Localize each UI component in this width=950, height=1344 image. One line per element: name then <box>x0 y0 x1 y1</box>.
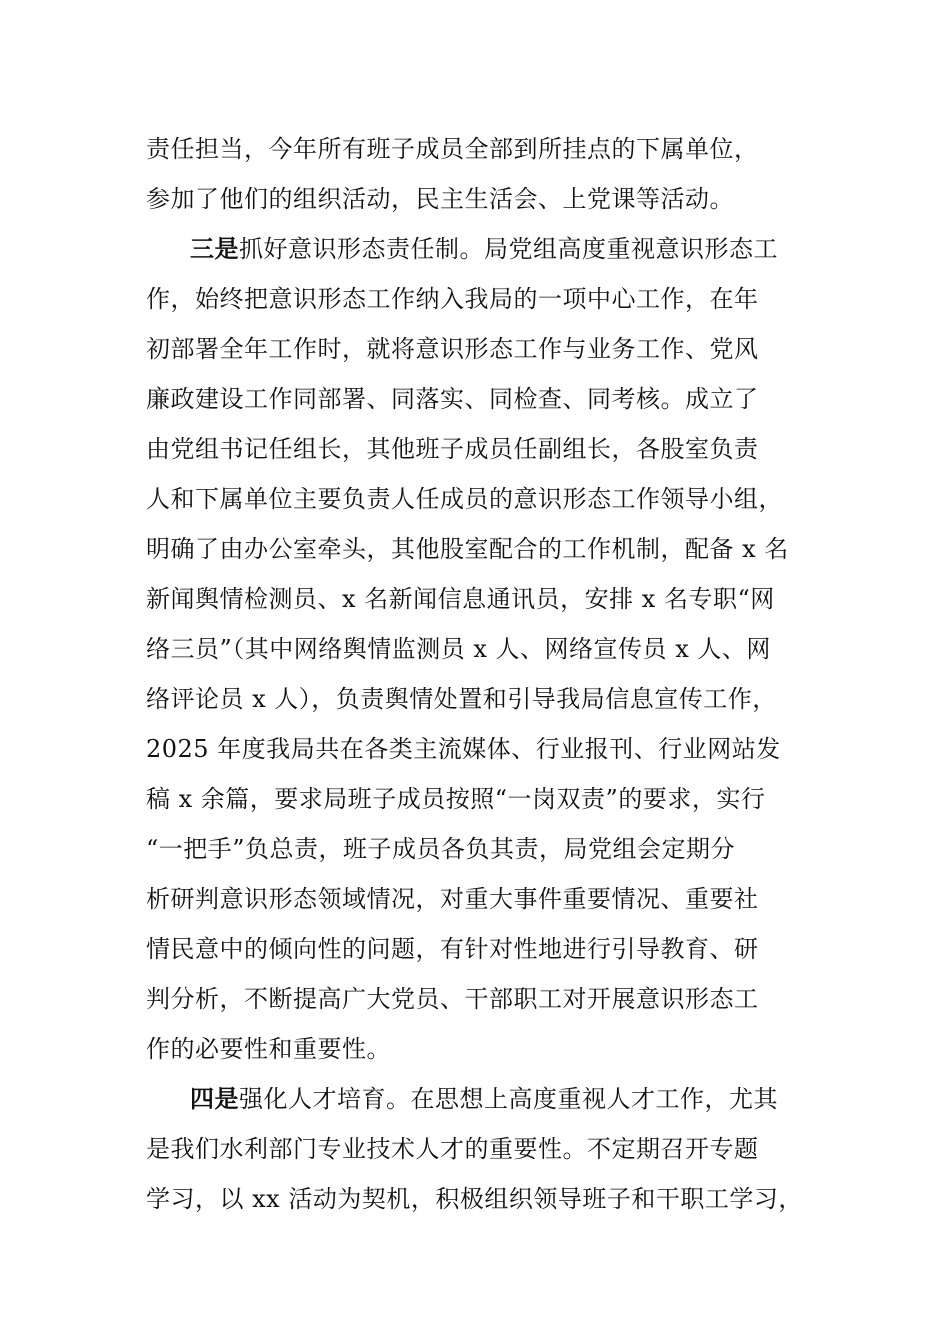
text-line: 由党组书记任组长，其他班子成员任副组长，各股室负责 <box>146 435 759 463</box>
text-line: 作的必要性和重要性。 <box>146 1035 391 1063</box>
text-line: 人和下属单位主要负责人任成员的意识形态工作领导小组， <box>146 485 783 513</box>
text-line: 络三员”（其中网络舆情监测员 x 人、网络宣传员 x 人、网 <box>146 635 771 663</box>
text-line: 作，始终把意识形态工作纳入我局的一项中心工作，在年 <box>146 285 759 313</box>
text-line: 学习，以 xx 活动为契机，积极组织领导班子和干职工学习， <box>146 1185 803 1213</box>
text-line: 责任担当，今年所有班子成员全部到所挂点的下属单位， <box>146 135 759 163</box>
text-line: 新闻舆情检测员、x 名新闻信息通讯员，安排 x 名专职“网 <box>146 585 775 613</box>
paragraph-lead: 三是 <box>190 234 239 263</box>
text-line: 判分析，不断提高广大党员、干部职工对开展意识形态工 <box>146 985 759 1013</box>
text-line: 2025 年度我局共在各类主流媒体、行业报刊、行业网站发 <box>146 735 781 763</box>
text-line: “一把手”负总责，班子成员各负其责，局党组会定期分 <box>146 835 736 863</box>
text-line: 明确了由办公室牵头，其他股室配合的工作机制，配备 x 名 <box>146 535 789 563</box>
paragraph-text: 抓好意识形态责任制。局党组高度重视意识形态工 <box>239 235 778 263</box>
text-line: 参加了他们的组织活动，民主生活会、上党课等活动。 <box>146 185 734 213</box>
text-line: 稿 x 余篇，要求局班子成员按照“一岗双责”的要求，实行 <box>146 785 766 813</box>
text-line: 情民意中的倾向性的问题，有针对性地进行引导教育、研 <box>146 935 759 963</box>
text-line: 络评论员 x 人），负责舆情处置和引导我局信息宣传工作， <box>146 685 777 713</box>
paragraph-first-line <box>190 232 778 266</box>
paragraph-lead: 四是 <box>190 1084 239 1113</box>
paragraph-text: 强化人才培育。在思想上高度重视人才工作，尤其 <box>239 1085 778 1113</box>
text-line: 是我们水利部门专业技术人才的重要性。不定期召开专题 <box>146 1135 759 1163</box>
text-line: 廉政建设工作同部署、同落实、同检查、同考核。成立了 <box>146 385 759 413</box>
text-line: 初部署全年工作时，就将意识形态工作与业务工作、党风 <box>146 335 759 363</box>
paragraph-first-line <box>190 1082 778 1116</box>
text-line: 析研判意识形态领域情况，对重大事件重要情况、重要社 <box>146 885 759 913</box>
